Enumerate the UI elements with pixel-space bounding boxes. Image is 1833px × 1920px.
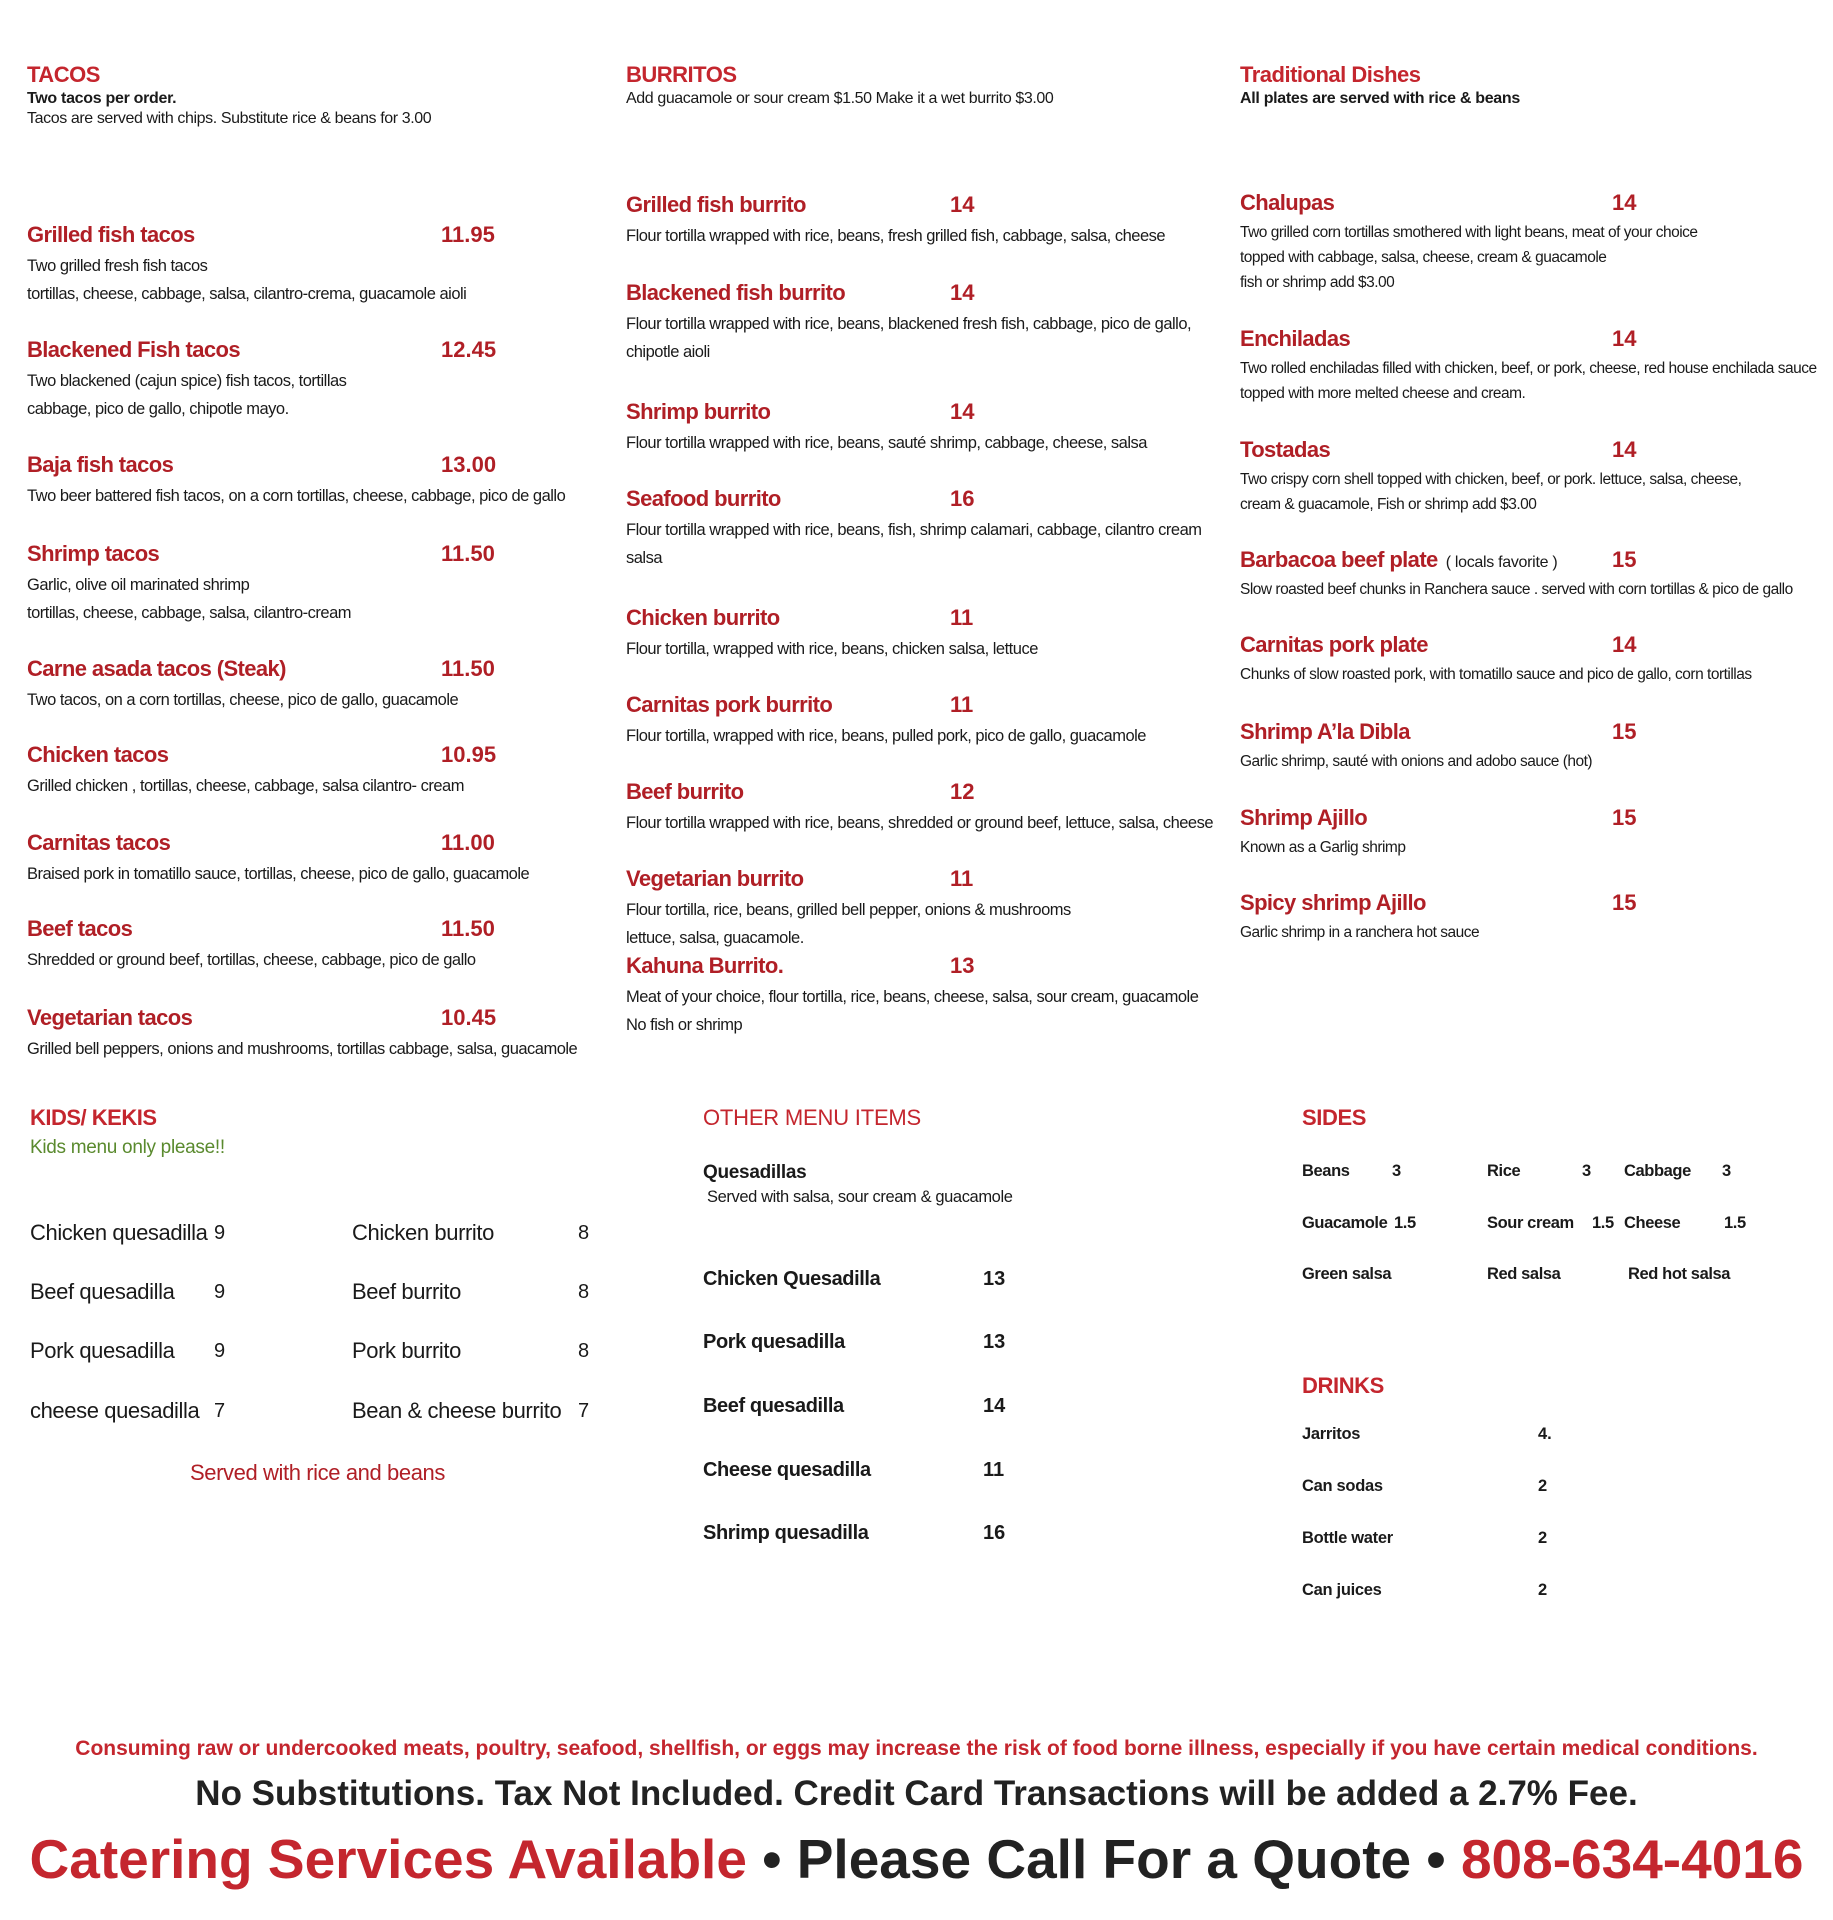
- quesadilla-item-price: 16: [983, 1522, 1006, 1544]
- menu-item-price: 11.50: [441, 656, 495, 681]
- menu-item-header: [1240, 190, 1698, 220]
- menu-item-header: [27, 541, 495, 571]
- menu-item-price: 15: [1612, 719, 1637, 744]
- menu-item-price: 14: [950, 399, 975, 424]
- menu-item-description: Two grilled corn tortillas smothered with light beans, meat of your choice: [1240, 224, 1698, 241]
- menu-item-header: [1240, 326, 1817, 356]
- catering-banner: [0, 1827, 1833, 1891]
- burritos-title: BURRITOS: [626, 62, 737, 87]
- menu-item-price: 11: [950, 605, 974, 630]
- menu-item: [1240, 326, 1817, 406]
- drink-item-price: 2: [1538, 1529, 1548, 1547]
- menu-item-description: Known as a Garlig shrimp: [1240, 839, 1406, 856]
- menu-item-price: 11.00: [441, 830, 495, 855]
- drink-item-name: Bottle water: [1302, 1529, 1393, 1547]
- menu-item-name: Shrimp tacos: [27, 541, 160, 566]
- quesadilla-item-name: Cheese quesadilla: [703, 1459, 871, 1481]
- tacos-title: TACOS: [27, 62, 100, 87]
- menu-item-description: Two tacos, on a corn tortillas, cheese, pico de gallo, guacamole: [27, 691, 459, 709]
- menu-item: [1240, 547, 1793, 602]
- menu-item-header: [1240, 547, 1793, 577]
- menu-item-name: Chicken tacos: [27, 742, 169, 767]
- menu-item: [626, 486, 1202, 572]
- tacos-subtitle: Two tacos per order.: [27, 90, 177, 107]
- kids-subtitle: Kids menu only please!!: [30, 1137, 225, 1158]
- side-item-name: Guacamole: [1302, 1214, 1388, 1232]
- menu-item-description: Chunks of slow roasted pork, with tomatillo sauce and pico de gallo, corn tortillas: [1240, 666, 1752, 683]
- burritos-note: Add guacamole or sour cream $1.50 Make it a wet burrito $3.00: [626, 90, 1054, 107]
- menu-item-header: [27, 452, 565, 482]
- kids-item-price: 9: [214, 1340, 226, 1362]
- side-item-price: 1.5: [1394, 1214, 1416, 1232]
- menu-item-name: Blackened fish burrito: [626, 280, 846, 305]
- traditional-subtitle: All plates are served with rice & beans: [1240, 90, 1520, 107]
- menu-item-header: [27, 656, 495, 686]
- kids-item-name: Pork quesadilla: [30, 1338, 175, 1363]
- menu-item: [626, 866, 1071, 952]
- menu-item: [626, 692, 1146, 750]
- menu-item-name: Chalupas: [1240, 190, 1335, 215]
- separator: •: [1411, 1828, 1461, 1890]
- kids-item-price: 7: [578, 1400, 590, 1422]
- menu-item-description: Two crispy corn shell topped with chicken, beef, or pork. lettuce, salsa, cheese,: [1240, 471, 1742, 488]
- menu-item: [1240, 805, 1637, 860]
- menu-item-description: topped with cabbage, salsa, cheese, cream & guacamole: [1240, 249, 1607, 266]
- quesadilla-item-price: 14: [983, 1395, 1006, 1417]
- menu-item-description: Flour tortilla, rice, beans, grilled bell pepper, onions & mushrooms: [626, 901, 1071, 919]
- menu-item-name: Shrimp Ajillo: [1240, 805, 1368, 830]
- quesadilla-item-price: 11: [983, 1459, 1005, 1481]
- kids-item-name: Chicken burrito: [352, 1220, 494, 1245]
- menu-item-description: cabbage, pico de gallo, chipotle mayo.: [27, 400, 289, 418]
- menu-item-header: [27, 337, 497, 367]
- menu-item-price: 14: [950, 280, 975, 305]
- menu-item-price: 15: [1612, 890, 1637, 915]
- menu-item-description: fish or shrimp add $3.00: [1240, 274, 1395, 291]
- menu-item-description: Flour tortilla wrapped with rice, beans, fresh grilled fish, cabbage, salsa, cheese: [626, 227, 1166, 245]
- side-item-price: 3: [1392, 1162, 1401, 1180]
- kids-item-price: 8: [578, 1340, 590, 1362]
- drink-item-price: 4.: [1538, 1425, 1552, 1443]
- menu-item-header: [626, 192, 1165, 222]
- drink-item-name: Can sodas: [1302, 1477, 1383, 1495]
- menu-item: [27, 656, 495, 714]
- menu-item: [27, 830, 529, 888]
- menu-item-name: Carne asada tacos (Steak): [27, 656, 286, 681]
- menu-item-name: Shrimp A’la Dibla: [1240, 719, 1410, 744]
- menu-item-header: [626, 280, 1191, 310]
- drinks-section: [1302, 1373, 1702, 1599]
- menu-item-price: 11: [950, 866, 974, 891]
- menu-item: [626, 779, 1213, 837]
- catering-text: Catering Services Available: [29, 1828, 747, 1890]
- menu-item-description: Garlic shrimp, sauté with onions and adobo sauce (hot): [1240, 753, 1593, 770]
- side-item-name: Beans: [1302, 1162, 1350, 1180]
- menu-item-header: [626, 605, 1038, 635]
- phone-number: 808-634-4016: [1460, 1828, 1804, 1890]
- side-item-price: 3: [1722, 1162, 1731, 1180]
- menu-item-price: 15: [1612, 547, 1637, 572]
- sides-section: [1302, 1105, 1802, 1283]
- side-item-name: Green salsa: [1302, 1265, 1392, 1283]
- kids-item-price: 7: [214, 1400, 226, 1422]
- burritos-section: [626, 62, 1226, 1034]
- menu-item: [27, 916, 495, 974]
- side-item-name: Red hot salsa: [1628, 1265, 1731, 1283]
- menu-item-name: Vegetarian burrito: [626, 866, 804, 891]
- kids-item-name: Bean & cheese burrito: [352, 1398, 562, 1423]
- menu-item-header: [1240, 719, 1637, 749]
- other-menu-section: [703, 1105, 1123, 1544]
- menu-item-price: 14: [1612, 326, 1637, 351]
- menu-item-header: [626, 866, 1071, 896]
- menu-item-header: [27, 1005, 577, 1035]
- menu-item-note: ( locals favorite ): [1445, 554, 1558, 571]
- menu-item-description: topped with more melted cheese and cream.: [1240, 385, 1526, 402]
- menu-item-price: 13.00: [441, 452, 497, 477]
- kids-item-name: cheese quesadilla: [30, 1398, 200, 1423]
- menu-item: [27, 222, 495, 308]
- menu-item-header: [1240, 632, 1752, 662]
- menu-item: [27, 337, 497, 423]
- quesadilla-item-name: Chicken Quesadilla: [703, 1268, 881, 1290]
- quesadilla-item-name: Pork quesadilla: [703, 1331, 845, 1353]
- side-item-name: Cheese: [1624, 1214, 1681, 1232]
- menu-item-description: Two grilled fresh fish tacos: [27, 257, 208, 275]
- drink-item-name: Can juices: [1302, 1581, 1382, 1599]
- tacos-section: [27, 62, 597, 1058]
- menu-item: [626, 605, 1038, 663]
- menu-item: [27, 452, 565, 510]
- drinks-title: DRINKS: [1302, 1373, 1384, 1398]
- menu-item-header: [626, 779, 1213, 809]
- drink-item-price: 2: [1538, 1477, 1548, 1495]
- kids-item-price: 8: [578, 1281, 590, 1303]
- menu-item-name: Carnitas pork plate: [1240, 632, 1428, 657]
- other-menu-title: OTHER MENU ITEMS: [703, 1105, 922, 1130]
- menu-item-header: [27, 916, 495, 946]
- policy-notice: No Substitutions. Tax Not Included. Credit Card Transactions will be added a 2.7% Fee.: [195, 1774, 1638, 1813]
- call-text: Please Call For a Quote: [796, 1828, 1412, 1890]
- menu-item-name: Chicken burrito: [626, 605, 780, 630]
- sides-title: SIDES: [1302, 1105, 1367, 1130]
- traditional-section: [1240, 62, 1820, 941]
- menu-item-header: [27, 830, 529, 860]
- kids-item-name: Pork burrito: [352, 1338, 461, 1363]
- menu-item-header: [1240, 890, 1637, 920]
- menu-item-description: Two rolled enchiladas filled with chicken, beef, or pork, cheese, red house enchilada sauce: [1240, 360, 1817, 377]
- menu-item-description: Meat of your choice, flour tortilla, rice, beans, cheese, salsa, sour cream, guacamole: [626, 988, 1199, 1006]
- menu-item: [626, 953, 1198, 1039]
- menu-item-description: lettuce, salsa, guacamole.: [626, 929, 804, 947]
- menu-item-name: Carnitas pork burrito: [626, 692, 833, 717]
- menu-item-name: Enchiladas: [1240, 326, 1351, 351]
- menu-item-price: 12: [950, 779, 975, 804]
- menu-item-price: 14: [950, 192, 975, 217]
- menu-item-description: Garlic shrimp in a ranchera hot sauce: [1240, 924, 1480, 941]
- menu-item-header: [1240, 437, 1741, 467]
- menu-item-price: 14: [1612, 437, 1637, 462]
- menu-item-price: 15: [1612, 805, 1637, 830]
- menu-item: [626, 192, 1165, 250]
- menu-item-price: 11.95: [441, 222, 495, 247]
- kids-section: [30, 1105, 610, 1485]
- side-item-name: Sour cream: [1487, 1214, 1574, 1232]
- menu-item-description: Braised pork in tomatillo sauce, tortillas, cheese, pico de gallo, guacamole: [27, 865, 530, 883]
- menu-item: [1240, 719, 1637, 774]
- menu-item-price: 11.50: [441, 541, 495, 566]
- menu-item-price: 16: [950, 486, 975, 511]
- menu-item-description: Garlic, olive oil marinated shrimp: [27, 576, 250, 594]
- menu-item-name: Spicy shrimp Ajillo: [1240, 890, 1426, 915]
- menu-item-description: Flour tortilla wrapped with rice, beans, shredded or ground beef, lettuce, salsa, cheese: [626, 814, 1214, 832]
- menu-item-name: Carnitas tacos: [27, 830, 171, 855]
- menu-item-header: [626, 692, 1146, 722]
- menu-item: [1240, 437, 1741, 517]
- menu-item-name: Beef tacos: [27, 916, 133, 941]
- menu-item-price: 12.45: [441, 337, 497, 362]
- kids-item-name: Beef quesadilla: [30, 1279, 175, 1304]
- side-item-price: 1.5: [1592, 1214, 1614, 1232]
- kids-item-name: Chicken quesadilla: [30, 1220, 208, 1245]
- kids-item-price: 9: [214, 1222, 226, 1244]
- menu-item-name: Baja fish tacos: [27, 452, 174, 477]
- kids-item-price: 9: [214, 1281, 226, 1303]
- menu-item-description: Flour tortilla, wrapped with rice, beans, chicken salsa, lettuce: [626, 640, 1038, 658]
- menu-item-description: Flour tortilla wrapped with rice, beans, fish, shrimp calamari, cabbage, cilantro cream: [626, 521, 1202, 539]
- menu-item-price: 11.50: [441, 916, 495, 941]
- menu-item-name: Kahuna Burrito.: [626, 953, 784, 978]
- menu-item-description: tortillas, cheese, cabbage, salsa, cilantro-cream: [27, 604, 351, 622]
- quesadilla-item-price: 13: [983, 1331, 1006, 1353]
- menu-item: [27, 541, 495, 627]
- menu-item-name: Barbacoa beef plate ( locals favorite ): [1240, 547, 1558, 572]
- menu-item: [1240, 190, 1698, 295]
- menu-item-description: tortillas, cheese, cabbage, salsa, cilantro-crema, guacamole aioli: [27, 285, 467, 303]
- menu-item-price: 11: [950, 692, 974, 717]
- menu-item-price: 10.95: [441, 742, 497, 767]
- menu-item-description: Grilled chicken , tortillas, cheese, cabbage, salsa cilantro- cream: [27, 777, 464, 795]
- menu-item-header: [626, 953, 1198, 983]
- menu-item-price: 14: [1612, 190, 1637, 215]
- separator: •: [746, 1828, 797, 1890]
- menu-item-description: Shredded or ground beef, tortillas, cheese, cabbage, pico de gallo: [27, 951, 476, 969]
- quesadillas-subtitle: Served with salsa, sour cream & guacamole: [707, 1188, 1013, 1206]
- drink-item-price: 2: [1538, 1581, 1548, 1599]
- side-item-name: Cabbage: [1624, 1162, 1691, 1180]
- menu-item-name: Tostadas: [1240, 437, 1331, 462]
- food-safety-warning: Consuming raw or undercooked meats, poultry, seafood, shellfish, or eggs may increase the risk of food borne illness, especially if you have certain medical conditions.: [75, 1737, 1758, 1760]
- menu-item-header: [27, 742, 497, 772]
- quesadillas-heading: Quesadillas: [703, 1162, 807, 1183]
- side-item-price: 3: [1582, 1162, 1591, 1180]
- kids-item-name: Beef burrito: [352, 1279, 461, 1304]
- menu-item: [1240, 890, 1637, 945]
- menu-item: [1240, 632, 1752, 687]
- menu-item-name: Blackened Fish tacos: [27, 337, 240, 362]
- side-item-name: Red salsa: [1487, 1265, 1561, 1283]
- menu-item-description: chipotle aioli: [626, 343, 710, 361]
- menu-item-description: salsa: [626, 549, 663, 567]
- quesadilla-item-name: Shrimp quesadilla: [703, 1522, 869, 1544]
- menu-item-price: 13: [950, 953, 975, 978]
- menu-item-name: Grilled fish tacos: [27, 222, 195, 247]
- kids-item-price: 8: [578, 1222, 590, 1244]
- menu-item-name: Vegetarian tacos: [27, 1005, 193, 1030]
- menu-item-description: Grilled bell peppers, onions and mushrooms, tortillas cabbage, salsa, guacamole: [27, 1040, 578, 1058]
- menu-item: [626, 399, 1147, 457]
- menu-item-price: 14: [1612, 632, 1637, 657]
- kids-footer: Served with rice and beans: [190, 1460, 445, 1485]
- quesadilla-item-price: 13: [983, 1268, 1006, 1290]
- menu-item: [27, 742, 497, 800]
- traditional-title: Traditional Dishes: [1240, 62, 1421, 87]
- drink-item-name: Jarritos: [1302, 1425, 1361, 1443]
- menu-item-header: [626, 399, 1147, 429]
- kids-title: KIDS/ KEKIS: [30, 1105, 157, 1130]
- menu-item: [626, 280, 1191, 366]
- menu-item-name: Beef burrito: [626, 779, 744, 804]
- menu-item-description: No fish or shrimp: [626, 1016, 743, 1034]
- side-item-name: Rice: [1487, 1162, 1521, 1180]
- menu-item-description: Two blackened (cajun spice) fish tacos, tortillas: [27, 372, 347, 390]
- menu-item-description: Flour tortilla wrapped with rice, beans, blackened fresh fish, cabbage, pico de gallo,: [626, 315, 1192, 333]
- menu-item-name: Grilled fish burrito: [626, 192, 806, 217]
- menu-item-name: Shrimp burrito: [626, 399, 771, 424]
- tacos-note: Tacos are served with chips. Substitute rice & beans for 3.00: [27, 110, 432, 127]
- menu-item-description: Flour tortilla, wrapped with rice, beans, pulled pork, pico de gallo, guacamole: [626, 727, 1146, 745]
- menu-item-description: Two beer battered fish tacos, on a corn tortillas, cheese, cabbage, pico de gallo: [27, 487, 566, 505]
- menu-item-name: Seafood burrito: [626, 486, 781, 511]
- quesadilla-item-name: Beef quesadilla: [703, 1395, 844, 1417]
- menu-item-header: [27, 222, 495, 252]
- menu-item-description: Slow roasted beef chunks in Ranchera sauce . served with corn tortillas & pico de gallo: [1240, 581, 1793, 598]
- menu-item-header: [626, 486, 1202, 516]
- menu-item-header: [1240, 805, 1637, 835]
- menu-item-description: Flour tortilla wrapped with rice, beans, sauté shrimp, cabbage, cheese, salsa: [626, 434, 1147, 452]
- menu-item-price: 10.45: [441, 1005, 497, 1030]
- menu-item-description: cream & guacamole, Fish or shrimp add $3.00: [1240, 496, 1537, 513]
- menu-item: [27, 1005, 577, 1063]
- side-item-price: 1.5: [1724, 1214, 1746, 1232]
